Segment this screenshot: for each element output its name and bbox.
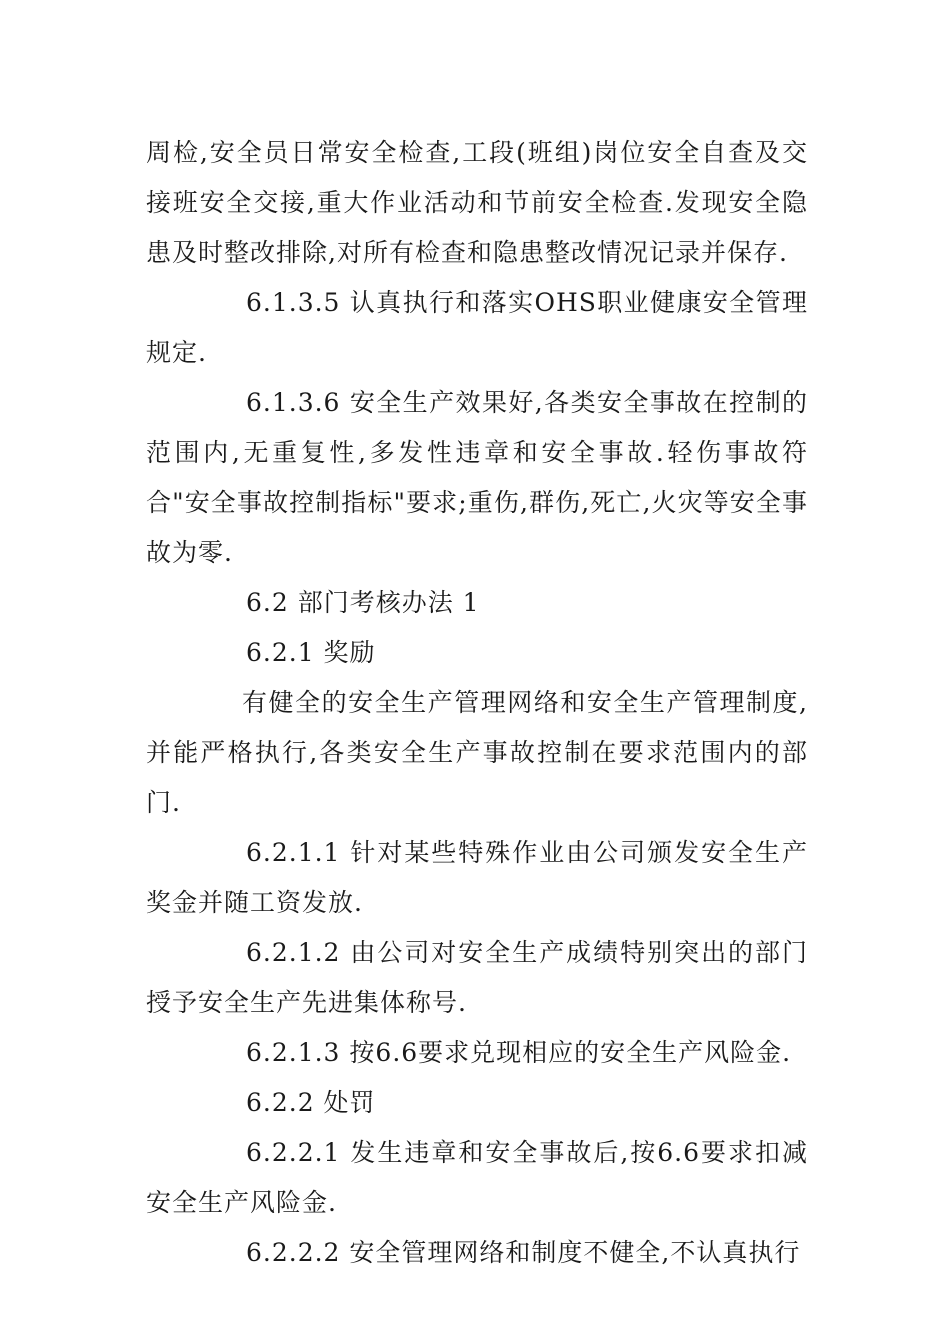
paragraph-6-2-2-1: 6.2.2.1 发生违章和安全事故后,按6.6要求扣减安全生产风险金.	[146, 1138, 808, 1217]
paragraph-6-2-2-2: 6.2.2.2 安全管理网络和制度不健全,不认真执行	[246, 1238, 801, 1267]
heading-6-2-1: 6.2.1 奖励	[246, 638, 376, 667]
document-body	[146, 128, 808, 1278]
paragraph-6-1-3-5: 6.1.3.5 认真执行和落实OHS职业健康安全管理规定.	[146, 288, 808, 367]
paragraph-6-2-1-2: 6.2.1.2 由公司对安全生产成绩特别突出的部门授予安全生产先进集体称号.	[146, 938, 808, 1017]
paragraph-reward-criteria: 有健全的安全生产管理网络和安全生产管理制度,并能严格执行,各类安全生产事故控制在要求范围内的部门.	[146, 688, 808, 817]
paragraph-6-2-1-3: 6.2.1.3 按6.6要求兑现相应的安全生产风险金.	[246, 1038, 792, 1067]
heading-6-2: 6.2 部门考核办法 1	[246, 588, 480, 617]
paragraph-6-1-3-6: 6.1.3.6 安全生产效果好,各类安全事故在控制的范围内,无重复性,多发性违章和安全事故.轻伤事故符合"安全事故控制指标"要求;重伤,群伤,死亡,火灾等安全事故为零.	[146, 388, 808, 567]
heading-6-2-2: 6.2.2 处罚	[246, 1088, 376, 1117]
paragraph-inspection-continued: 周检,安全员日常安全检查,工段(班组)岗位安全自查及交接班安全交接,重大作业活动和节前安全检查.发现安全隐患及时整改排除,对所有检查和隐患整改情况记录并保存.	[146, 138, 808, 267]
paragraph-6-2-1-1: 6.2.1.1 针对某些特殊作业由公司颁发安全生产奖金并随工资发放.	[146, 838, 808, 917]
